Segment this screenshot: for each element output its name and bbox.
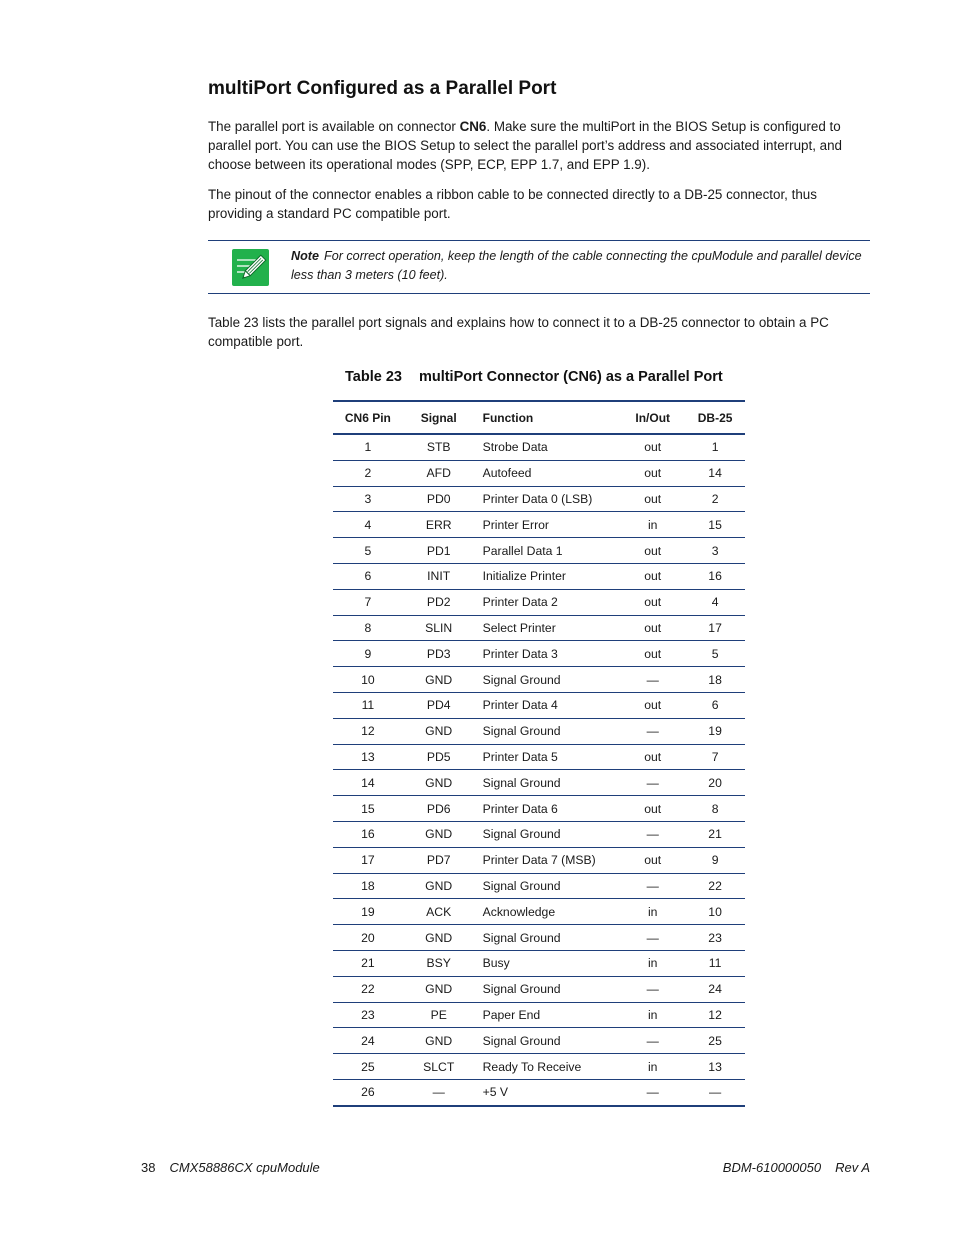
table-row xyxy=(333,460,745,486)
table-row xyxy=(333,486,745,512)
note-box xyxy=(208,240,870,294)
pin-cell: 10 xyxy=(333,667,403,693)
function-cell: +5 V xyxy=(475,1079,621,1105)
function-cell: Busy xyxy=(475,950,621,976)
pin-cell: 4 xyxy=(333,512,403,538)
db25-cell: 20 xyxy=(685,770,745,796)
in-out-cell: — xyxy=(620,873,685,899)
pinout-paragraph: The pinout of the connector enables a ribbon cable to be connected directly to a DB-25 connector, thus providing a standard PC compatible port. xyxy=(208,187,817,221)
signal-cell: PD4 xyxy=(403,692,475,718)
pin-cell: 12 xyxy=(333,718,403,744)
function-cell: Initialize Printer xyxy=(475,563,621,589)
footer-left xyxy=(141,1160,320,1175)
pin-cell: 15 xyxy=(333,796,403,822)
in-out-cell: — xyxy=(620,1079,685,1105)
db25-cell: 22 xyxy=(685,873,745,899)
footer-revision: Rev A xyxy=(835,1160,870,1175)
db25-cell: 4 xyxy=(685,589,745,615)
function-cell: Printer Data 5 xyxy=(475,744,621,770)
signal-cell: PD0 xyxy=(403,486,475,512)
connector-name: CN6 xyxy=(459,119,487,134)
db25-cell: 25 xyxy=(685,1028,745,1054)
table-row xyxy=(333,718,745,744)
in-out-cell: — xyxy=(620,821,685,847)
signal-cell: GND xyxy=(403,667,475,693)
db25-cell: 15 xyxy=(685,512,745,538)
function-cell: Printer Data 6 xyxy=(475,796,621,822)
db25-cell: 9 xyxy=(685,847,745,873)
db25-cell: 13 xyxy=(685,1054,745,1080)
in-out-cell: out xyxy=(620,615,685,641)
function-cell: Printer Data 4 xyxy=(475,692,621,718)
function-cell: Signal Ground xyxy=(475,667,621,693)
pin-cell: 22 xyxy=(333,976,403,1002)
pin-cell: 3 xyxy=(333,486,403,512)
in-out-cell: in xyxy=(620,899,685,925)
db25-cell: 24 xyxy=(685,976,745,1002)
header-function: Function xyxy=(475,401,621,434)
function-cell: Printer Data 2 xyxy=(475,589,621,615)
function-cell: Signal Ground xyxy=(475,821,621,847)
table-row xyxy=(333,873,745,899)
signal-cell: GND xyxy=(403,976,475,1002)
pin-cell: 6 xyxy=(333,563,403,589)
in-out-cell: in xyxy=(620,1002,685,1028)
signal-cell: PD7 xyxy=(403,847,475,873)
intro-text-after: . Make sure the multiPort in the BIOS Setup is configured to parallel port. You can use the BIOS Setup to select the parallel port’s address and associated interrupt, and choose between its operational modes (SPP, ECP, EPP 1.7, and EPP 1.9). xyxy=(208,119,842,172)
pin-cell: 20 xyxy=(333,925,403,951)
in-out-cell: out xyxy=(620,589,685,615)
function-cell: Acknowledge xyxy=(475,899,621,925)
pin-cell: 25 xyxy=(333,1054,403,1080)
table-row xyxy=(333,847,745,873)
db25-cell: 21 xyxy=(685,821,745,847)
table-header-row xyxy=(333,401,745,434)
pin-cell: 7 xyxy=(333,589,403,615)
db25-cell: 8 xyxy=(685,796,745,822)
table-intro-paragraph: Table 23 lists the parallel port signals and explains how to connect it to a DB-25 connector to obtain a PC compatible port. xyxy=(208,315,829,349)
pin-cell: 9 xyxy=(333,641,403,667)
in-out-cell: out xyxy=(620,641,685,667)
function-cell: Signal Ground xyxy=(475,873,621,899)
intro-paragraph xyxy=(208,117,860,174)
table-title: multiPort Connector (CN6) as a Parallel Port xyxy=(418,369,723,385)
signal-cell: PD1 xyxy=(403,538,475,564)
in-out-cell: out xyxy=(620,434,685,460)
table-row xyxy=(333,796,745,822)
in-out-cell: — xyxy=(620,770,685,796)
signal-cell: PD3 xyxy=(403,641,475,667)
in-out-cell: out xyxy=(620,460,685,486)
signal-cell: GND xyxy=(403,821,475,847)
db25-cell: 17 xyxy=(685,615,745,641)
in-out-cell: — xyxy=(620,1028,685,1054)
function-cell: Signal Ground xyxy=(475,770,621,796)
db25-cell: 11 xyxy=(685,950,745,976)
signal-cell: PE xyxy=(403,1002,475,1028)
function-cell: Parallel Data 1 xyxy=(475,538,621,564)
db25-cell: 10 xyxy=(685,899,745,925)
signal-cell: SLCT xyxy=(403,1054,475,1080)
pin-cell: 11 xyxy=(333,692,403,718)
function-cell: Signal Ground xyxy=(475,925,621,951)
db25-cell: 19 xyxy=(685,718,745,744)
in-out-cell: out xyxy=(620,744,685,770)
pencil-note-icon xyxy=(232,249,269,286)
table-row xyxy=(333,434,745,460)
db25-cell: 3 xyxy=(685,538,745,564)
table-row xyxy=(333,512,745,538)
in-out-cell: out xyxy=(620,538,685,564)
function-cell: Printer Data 7 (MSB) xyxy=(475,847,621,873)
db25-cell: 12 xyxy=(685,1002,745,1028)
db25-cell: — xyxy=(685,1079,745,1105)
signal-cell: GND xyxy=(403,770,475,796)
function-cell: Signal Ground xyxy=(475,976,621,1002)
pin-cell: 21 xyxy=(333,950,403,976)
pin-cell: 24 xyxy=(333,1028,403,1054)
table-row xyxy=(333,1028,745,1054)
pin-cell: 18 xyxy=(333,873,403,899)
table-row xyxy=(333,692,745,718)
header-db25: DB-25 xyxy=(685,401,745,434)
signal-cell: INIT xyxy=(403,563,475,589)
signal-cell: SLIN xyxy=(403,615,475,641)
parallel-port-pinout-table xyxy=(333,400,745,1107)
signal-cell: AFD xyxy=(403,460,475,486)
pin-cell: 26 xyxy=(333,1079,403,1105)
note-label: Note xyxy=(291,249,319,263)
note-text xyxy=(291,247,866,285)
in-out-cell: out xyxy=(620,486,685,512)
pin-cell: 8 xyxy=(333,615,403,641)
function-cell: Ready To Receive xyxy=(475,1054,621,1080)
footer-right xyxy=(723,1160,870,1175)
signal-cell: GND xyxy=(403,1028,475,1054)
function-cell: Printer Data 3 xyxy=(475,641,621,667)
table-caption xyxy=(345,369,723,385)
table-body xyxy=(333,434,745,1106)
table-row xyxy=(333,899,745,925)
footer-doc-title: CMX58886CX cpuModule xyxy=(169,1160,320,1175)
pin-cell: 14 xyxy=(333,770,403,796)
signal-cell: GND xyxy=(403,718,475,744)
table-row xyxy=(333,1054,745,1080)
signal-cell: GND xyxy=(403,925,475,951)
footer-doc-number: BDM-610000050 xyxy=(722,1160,822,1175)
page-number: 38 xyxy=(141,1160,156,1175)
intro-text-before: The parallel port is available on connector xyxy=(208,119,460,134)
table-row xyxy=(333,641,745,667)
pin-cell: 2 xyxy=(333,460,403,486)
function-cell: Printer Data 0 (LSB) xyxy=(475,486,621,512)
header-cn6-pin: CN6 Pin xyxy=(333,401,403,434)
table-row xyxy=(333,770,745,796)
section-heading: multiPort Configured as a Parallel Port xyxy=(208,78,557,99)
function-cell: Printer Error xyxy=(475,512,621,538)
db25-cell: 23 xyxy=(685,925,745,951)
table-row xyxy=(333,976,745,1002)
signal-cell: GND xyxy=(403,873,475,899)
signal-cell: PD6 xyxy=(403,796,475,822)
pin-cell: 19 xyxy=(333,899,403,925)
table-row xyxy=(333,744,745,770)
header-signal: Signal xyxy=(403,401,475,434)
pin-cell: 1 xyxy=(333,434,403,460)
db25-cell: 16 xyxy=(685,563,745,589)
db25-cell: 7 xyxy=(685,744,745,770)
table-row xyxy=(333,563,745,589)
signal-cell: BSY xyxy=(403,950,475,976)
pin-cell: 16 xyxy=(333,821,403,847)
function-cell: Signal Ground xyxy=(475,1028,621,1054)
in-out-cell: — xyxy=(620,718,685,744)
table-row xyxy=(333,1002,745,1028)
function-cell: Strobe Data xyxy=(475,434,621,460)
db25-cell: 6 xyxy=(685,692,745,718)
in-out-cell: — xyxy=(620,667,685,693)
header-in-out: In/Out xyxy=(620,401,685,434)
pin-cell: 5 xyxy=(333,538,403,564)
db25-cell: 18 xyxy=(685,667,745,693)
db25-cell: 1 xyxy=(685,434,745,460)
signal-cell: ACK xyxy=(403,899,475,925)
in-out-cell: out xyxy=(620,796,685,822)
function-cell: Autofeed xyxy=(475,460,621,486)
in-out-cell: in xyxy=(620,950,685,976)
table-row xyxy=(333,589,745,615)
signal-cell: — xyxy=(403,1079,475,1105)
in-out-cell: out xyxy=(620,692,685,718)
in-out-cell: out xyxy=(620,847,685,873)
table-row xyxy=(333,950,745,976)
pin-cell: 17 xyxy=(333,847,403,873)
signal-cell: PD2 xyxy=(403,589,475,615)
signal-cell: ERR xyxy=(403,512,475,538)
signal-cell: STB xyxy=(403,434,475,460)
db25-cell: 2 xyxy=(685,486,745,512)
signal-cell: PD5 xyxy=(403,744,475,770)
table-row xyxy=(333,821,745,847)
pin-cell: 23 xyxy=(333,1002,403,1028)
in-out-cell: out xyxy=(620,563,685,589)
table-row xyxy=(333,925,745,951)
table-row xyxy=(333,615,745,641)
db25-cell: 5 xyxy=(685,641,745,667)
function-cell: Signal Ground xyxy=(475,718,621,744)
table-row xyxy=(333,667,745,693)
table-number: Table 23 xyxy=(345,369,402,385)
in-out-cell: in xyxy=(620,512,685,538)
function-cell: Select Printer xyxy=(475,615,621,641)
pin-cell: 13 xyxy=(333,744,403,770)
in-out-cell: in xyxy=(620,1054,685,1080)
in-out-cell: — xyxy=(620,976,685,1002)
db25-cell: 14 xyxy=(685,460,745,486)
note-body: For correct operation, keep the length of the cable connecting the cpuModule and parallel device less than 3 meters (10 feet). xyxy=(291,249,862,282)
table-row xyxy=(333,1079,745,1105)
function-cell: Paper End xyxy=(475,1002,621,1028)
in-out-cell: — xyxy=(620,925,685,951)
table-row xyxy=(333,538,745,564)
